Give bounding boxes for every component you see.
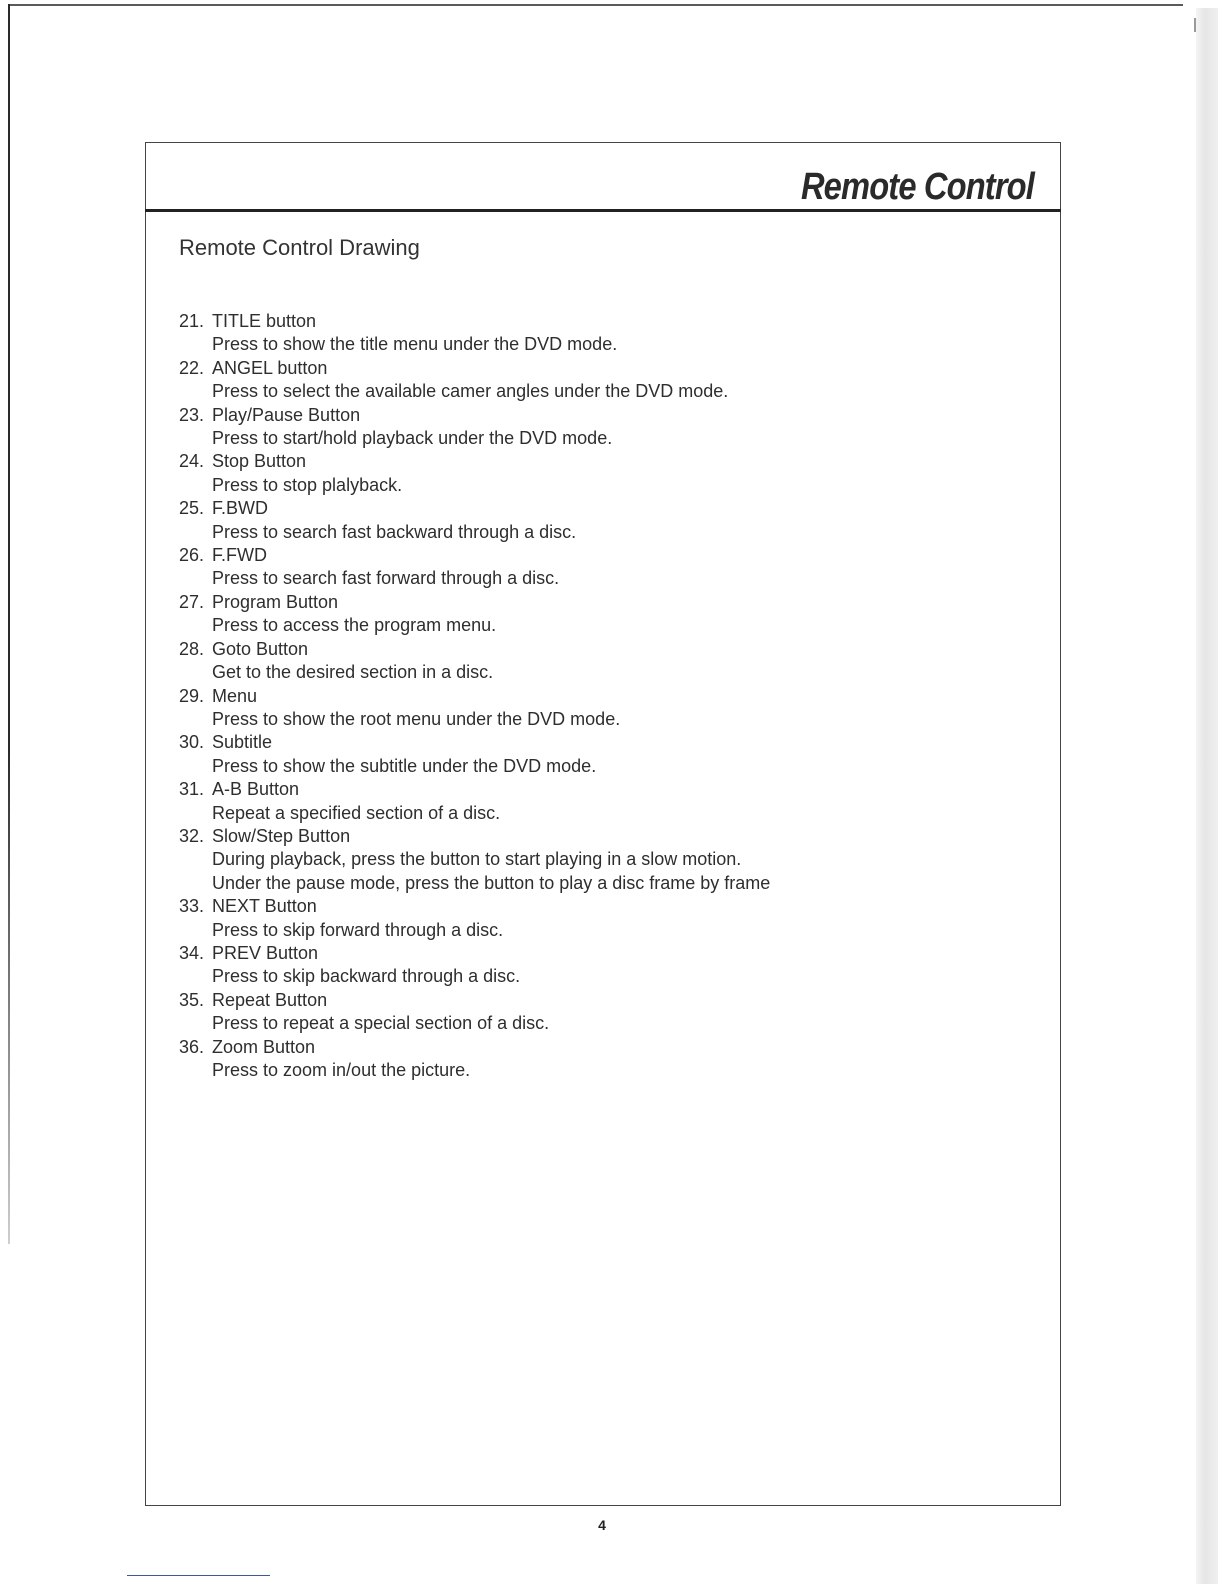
item-heading	[179, 895, 1039, 918]
item-heading	[179, 357, 1039, 380]
item-heading	[179, 638, 1039, 661]
list-item	[179, 591, 1039, 638]
item-label: Program Button	[212, 591, 339, 612]
item-number: 32.	[179, 825, 205, 846]
item-label: Play/Pause Button	[212, 404, 361, 425]
item-description: Press to show the subtitle under the DVD mode.	[212, 755, 597, 776]
item-label: Zoom Button	[212, 1036, 316, 1057]
item-number: 22.	[179, 357, 205, 378]
item-description: Press to zoom in/out the picture.	[212, 1060, 471, 1080]
item-label: Repeat Button	[212, 989, 328, 1010]
item-label: ANGEL button	[212, 357, 328, 378]
item-heading	[179, 310, 1039, 333]
item-heading	[179, 825, 1039, 848]
scan-edge-left	[8, 4, 10, 1244]
item-label: Subtitle	[212, 732, 273, 753]
list-item	[179, 895, 1039, 942]
item-number: 24.	[179, 451, 205, 472]
item-description: Press to access the program menu.	[212, 615, 497, 636]
item-description: Press to start/hold playback under the DVD mode.	[212, 428, 613, 449]
list-item	[179, 825, 1039, 895]
item-number: 34.	[179, 942, 205, 963]
item-number: 28.	[179, 638, 205, 659]
scan-mark	[1194, 18, 1196, 32]
item-number: 26.	[179, 545, 205, 566]
item-heading	[179, 450, 1039, 473]
item-label: TITLE button	[212, 311, 317, 331]
scan-edge-top	[8, 4, 1183, 6]
list-item	[179, 989, 1039, 1036]
item-label: NEXT Button	[212, 896, 317, 917]
section-title: Remote Control Drawing	[179, 235, 420, 260]
item-description: Press to stop plalyback.	[212, 474, 403, 495]
item-heading	[179, 591, 1039, 614]
list-item	[179, 450, 1039, 497]
list-item	[179, 1036, 1039, 1083]
scan-underline-mark	[127, 1575, 270, 1576]
item-description: Press to show the root menu under the DVD mode.	[212, 708, 621, 729]
scan-edge-right	[1196, 8, 1218, 1584]
item-label: Goto Button	[212, 638, 309, 659]
item-heading	[179, 404, 1039, 427]
item-number: 25.	[179, 498, 205, 519]
item-number: 29.	[179, 685, 205, 706]
item-heading	[179, 731, 1039, 754]
item-description: During playback, press the button to start playing in a slow motion.	[212, 849, 742, 870]
item-description: Press to skip forward through a disc.	[212, 919, 504, 940]
page-header-title: Remote Control	[800, 166, 1034, 208]
list-item	[179, 544, 1039, 591]
item-description: Press to skip backward through a disc.	[212, 966, 521, 987]
header-rule	[145, 209, 1061, 212]
item-number: 31.	[179, 779, 205, 800]
list-item	[179, 685, 1039, 732]
item-number: 33.	[179, 896, 205, 917]
list-item	[179, 638, 1039, 685]
item-number: 30.	[179, 732, 205, 753]
page-number: 4	[598, 1517, 606, 1533]
item-heading	[179, 497, 1039, 520]
item-label: F.FWD	[212, 545, 267, 566]
list-item	[179, 357, 1039, 404]
button-description-list	[179, 310, 1039, 1082]
item-heading	[179, 989, 1039, 1012]
list-item	[179, 778, 1039, 825]
item-description: Press to select the available camer angles under the DVD mode.	[212, 381, 729, 402]
item-number: 21.	[179, 311, 205, 331]
item-heading	[179, 685, 1039, 708]
item-description: Press to repeat a special section of a disc.	[212, 1013, 550, 1034]
item-description: Under the pause mode, press the button to play a disc frame by frame	[212, 872, 771, 893]
item-description: Press to search fast forward through a disc.	[212, 568, 560, 589]
item-number: 36.	[179, 1036, 205, 1057]
item-description: Press to show the title menu under the DVD mode.	[212, 334, 618, 355]
list-item	[179, 731, 1039, 778]
item-heading	[179, 544, 1039, 567]
item-description: Repeat a specified section of a disc.	[212, 802, 501, 823]
item-description: Press to search fast backward through a disc.	[212, 521, 577, 542]
item-description: Get to the desired section in a disc.	[212, 662, 494, 683]
item-number: 23.	[179, 404, 205, 425]
list-item	[179, 942, 1039, 989]
list-item	[179, 404, 1039, 451]
item-label: A-B Button	[212, 779, 300, 800]
item-label: PREV Button	[212, 942, 319, 963]
item-label: Stop Button	[212, 451, 307, 472]
item-heading	[179, 1036, 1039, 1059]
item-label: F.BWD	[212, 498, 268, 519]
item-number: 35.	[179, 989, 205, 1010]
item-label: Slow/Step Button	[212, 825, 351, 846]
item-heading	[179, 942, 1039, 965]
item-label: Menu	[212, 685, 258, 706]
item-number: 27.	[179, 591, 205, 612]
item-heading	[179, 778, 1039, 801]
list-item	[179, 310, 1039, 357]
list-item	[179, 497, 1039, 544]
